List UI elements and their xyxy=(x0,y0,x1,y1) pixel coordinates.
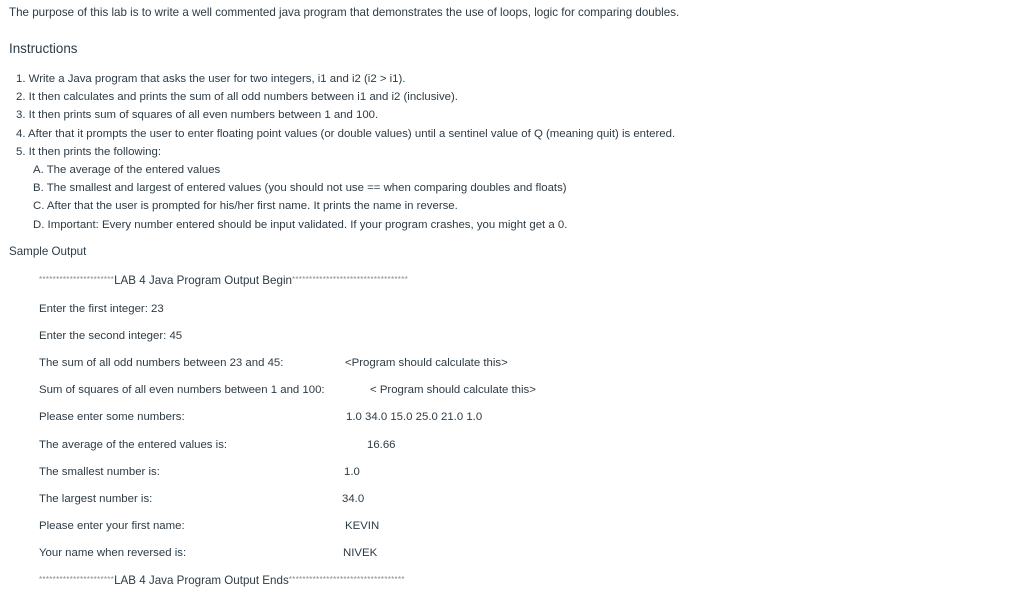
instructions-heading: Instructions xyxy=(9,41,78,56)
output-label: The sum of all odd numbers between 23 and 45: xyxy=(39,357,284,369)
sub-list-item: D. Important: Every number entered should be input validated. If your program crashes, you might get a 0. xyxy=(33,218,568,231)
output-label: The average of the entered values is: xyxy=(39,439,228,451)
banner-stars-left: ********************** xyxy=(39,275,115,284)
list-item: 5. It then prints the following: xyxy=(16,145,161,158)
output-label: The smallest number is: xyxy=(39,466,160,478)
list-item: 3. It then prints sum of squares of all even numbers between 1 and 100. xyxy=(16,109,379,122)
output-label: The largest number is: xyxy=(39,493,153,505)
output-label: Enter the first integer: 23 xyxy=(39,303,164,315)
list-item: 1. Write a Java program that asks the user for two integers, i1 and i2 (i2 > i1). xyxy=(16,73,406,85)
sub-list-item: A. The average of the entered values xyxy=(33,164,221,176)
output-value: 1.0 xyxy=(344,466,360,478)
output-label: Please enter some numbers: xyxy=(39,411,185,423)
output-label: Enter the second integer: 45 xyxy=(39,330,183,342)
banner-stars-right: ********************************** xyxy=(291,275,409,284)
list-item: 2. It then calculates and prints the sum of all odd numbers between i1 and i2 (inclusive). xyxy=(16,91,458,104)
list-item: 4. After that it prompts the user to enter floating point values (or double values) until a sentinel value of Q (meaning quit) is entered. xyxy=(16,127,676,140)
instructions-list xyxy=(16,70,675,161)
output-value: <Program should calculate this> xyxy=(345,357,508,369)
output-label: Please enter your first name: xyxy=(39,520,185,532)
output-label: Sum of squares of all even numbers between 1 and 100: xyxy=(39,384,325,396)
sample-output-heading: Sample Output xyxy=(9,245,87,258)
sub-list-item: C. After that the user is prompted for his/her first name. It prints the name in reverse. xyxy=(33,200,458,213)
output-value: 16.66 xyxy=(367,439,396,451)
sub-list-item: B. The smallest and largest of entered values (you should not use == when comparing doubles and floats) xyxy=(33,182,567,195)
output-label: Your name when reversed is: xyxy=(39,547,187,559)
output-value: 1.0 34.0 15.0 25.0 21.0 1.0 xyxy=(346,411,483,423)
output-value: NIVEK xyxy=(343,547,378,559)
banner-text: LAB 4 Java Program Output Begin xyxy=(114,274,292,287)
banner-text: LAB 4 Java Program Output Ends xyxy=(114,574,289,587)
sub-instructions-list xyxy=(33,161,567,234)
output-end-banner xyxy=(39,574,405,587)
banner-stars-left: ********************** xyxy=(39,575,115,584)
banner-stars-right: ********************************** xyxy=(288,575,405,584)
output-value: < Program should calculate this> xyxy=(370,384,536,396)
intro-text: The purpose of this lab is to write a well commented java program that demonstrates the use of loops, logic for comparing doubles. xyxy=(9,6,680,19)
output-begin-banner xyxy=(39,274,408,287)
output-value: KEVIN xyxy=(345,520,380,532)
output-value: 34.0 xyxy=(342,493,365,505)
